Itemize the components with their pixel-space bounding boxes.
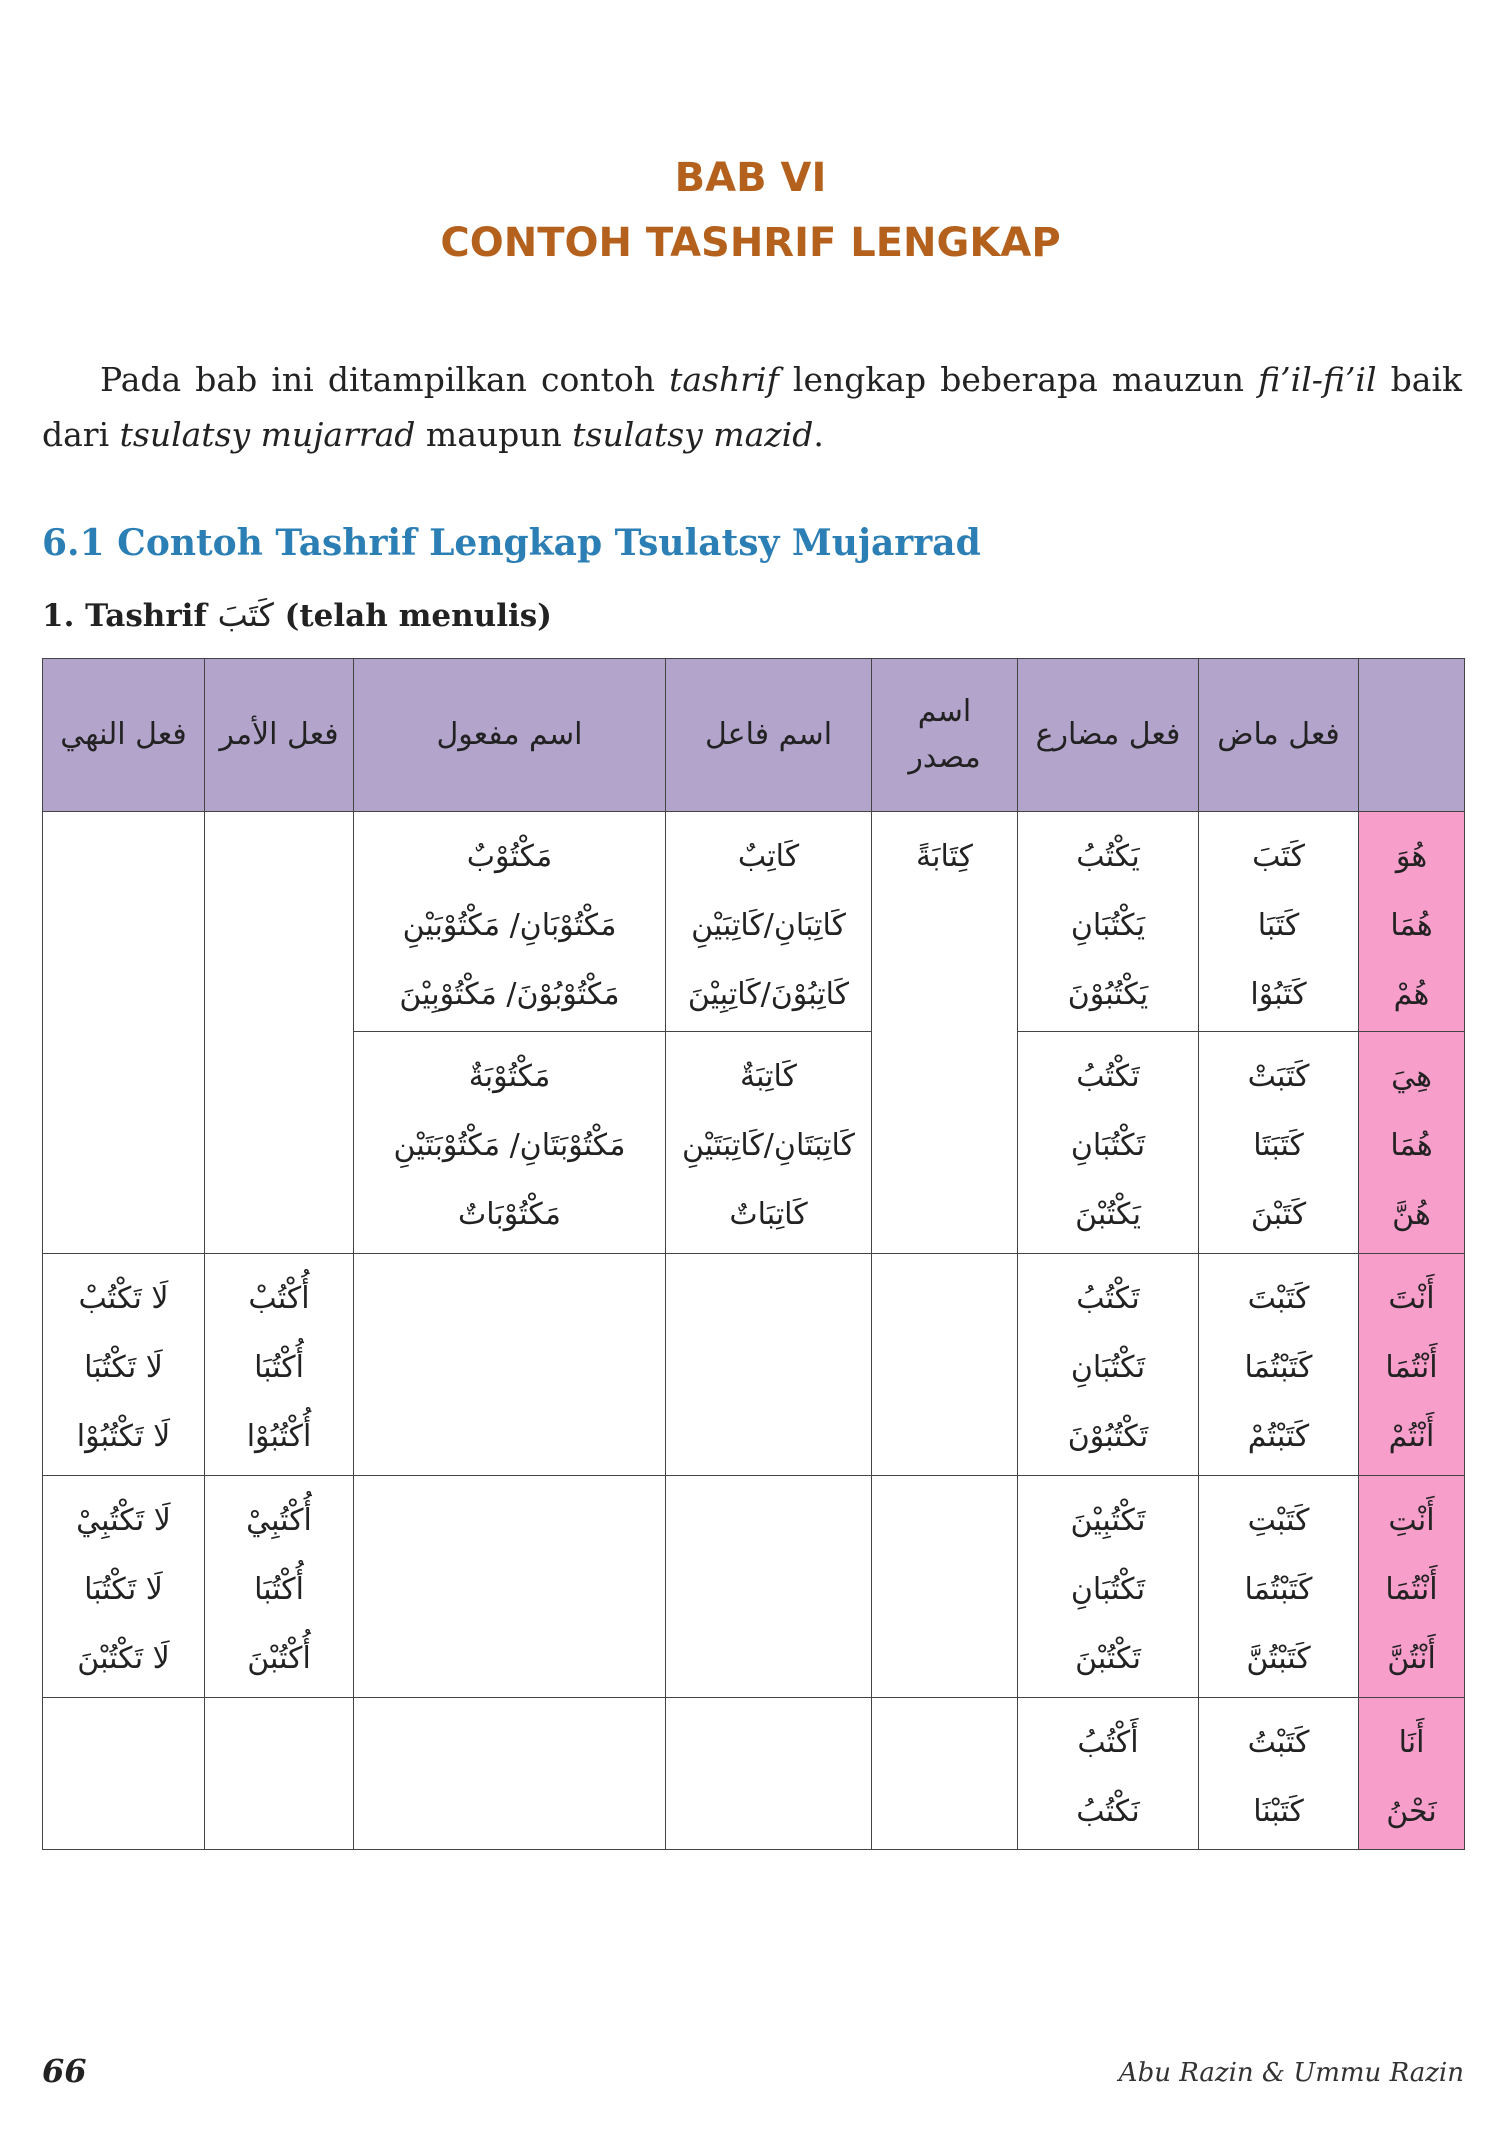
maful-cell xyxy=(354,1698,666,1850)
mudhari-form: يَكْتُبُوْنَ xyxy=(1067,977,1149,1012)
maful-form: مَكْتُوْبَاتٌ xyxy=(458,1197,561,1232)
chapter-title: CONTOH TASHRIF LENGKAP xyxy=(440,220,1061,266)
maful-cell xyxy=(354,812,666,1032)
amr-form: أُكْتُبْنَ xyxy=(247,1641,311,1676)
madhi-form: كَتَبْتُنَّ xyxy=(1246,1641,1311,1676)
madhi-form: كَتَبْتِ xyxy=(1247,1503,1310,1538)
pronoun: أَنْتَ xyxy=(1388,1281,1435,1316)
pronoun: نَحْنُ xyxy=(1386,1794,1437,1829)
subsection-arabic-verb: كَتَبَ xyxy=(217,596,274,634)
fail-cell xyxy=(666,1476,872,1698)
mudhari-form: تَكْتُبُوْنَ xyxy=(1067,1419,1149,1454)
nahy-form: لَا تَكْتُبَا xyxy=(84,1350,163,1385)
fail-form: كَاتِبُوْنَ/كَاتِبِيْنَ xyxy=(687,977,850,1012)
mashdar-cell xyxy=(872,812,1018,1254)
pronoun: هُمَا xyxy=(1390,908,1433,943)
pronoun: أَنْتِ xyxy=(1388,1503,1435,1538)
nahy-form: لَا تَكْتُبْنَ xyxy=(77,1641,170,1676)
mudhari-cell xyxy=(1018,1032,1199,1254)
page-number: 66 xyxy=(42,2052,87,2090)
header-fiil-mudhari: فعل مضارع xyxy=(1018,659,1199,812)
madhi-cell xyxy=(1199,812,1359,1032)
pronoun: أَنْتُمَا xyxy=(1385,1350,1438,1385)
madhi-cell xyxy=(1199,1476,1359,1698)
subsection-suffix: (telah menulis) xyxy=(273,598,552,634)
fail-form: كَاتِبَانِ/كَاتِبَيْنِ xyxy=(691,908,846,943)
pronoun-cell xyxy=(1359,1032,1465,1254)
table-row xyxy=(43,1254,1465,1476)
madhi-form: كَتَبْنَ xyxy=(1250,1197,1307,1232)
table-row xyxy=(43,1698,1465,1850)
pronoun-cell xyxy=(1359,1254,1465,1476)
mudhari-cell xyxy=(1018,1254,1199,1476)
intro-text-3: baik dari xyxy=(42,360,1463,454)
table-header-row xyxy=(43,659,1465,812)
pronoun: أَنْتُمْ xyxy=(1388,1419,1435,1454)
fail-form: كَاتِبَاتٌ xyxy=(729,1197,808,1232)
nahy-cell xyxy=(43,1698,205,1850)
amr-form: أُكْتُبِيْ xyxy=(246,1503,312,1538)
amr-form: أُكْتُبْ xyxy=(248,1281,310,1316)
header-fiil-amr: فعل الأمر xyxy=(205,659,354,812)
madhi-form: كَتَبَتَا xyxy=(1253,1128,1304,1163)
madhi-form: كَتَبَتْ xyxy=(1247,1059,1310,1094)
pronoun: أَنْتُنَّ xyxy=(1387,1641,1436,1676)
header-fiil-madhi: فعل ماض xyxy=(1199,659,1359,812)
mudhari-form: أَكْتُبُ xyxy=(1077,1725,1139,1760)
maful-cell xyxy=(354,1032,666,1254)
nahy-form: لَا تَكْتُبْ xyxy=(78,1281,169,1316)
nahy-cell xyxy=(43,1476,205,1698)
table-row xyxy=(43,1476,1465,1698)
intro-paragraph xyxy=(42,352,1462,462)
mudhari-form: تَكْتُبْنَ xyxy=(1075,1641,1141,1676)
maful-form: مَكْتُوْبَتَانِ/ مَكْتُوْبَتَيْنِ xyxy=(393,1128,626,1163)
fail-cell xyxy=(666,1698,872,1850)
maful-cell xyxy=(354,1476,666,1698)
intro-term-fiil: fi’il-fi’il xyxy=(1258,360,1377,399)
madhi-form: كَتَبُوْا xyxy=(1250,977,1307,1012)
intro-term-mujarrad: tsulatsy mujarrad xyxy=(119,415,416,454)
subsection-title xyxy=(42,596,552,634)
header-ism-mashdar: اسم مصدر xyxy=(872,659,1018,812)
madhi-form: كَتَبَا xyxy=(1257,908,1300,943)
pronoun-cell xyxy=(1359,1698,1465,1850)
header-ism-fail: اسم فاعل xyxy=(666,659,872,812)
madhi-cell xyxy=(1199,1698,1359,1850)
pronoun: هِيَ xyxy=(1391,1059,1432,1094)
mudhari-form: تَكْتُبُ xyxy=(1076,1281,1140,1316)
maful-form: مَكْتُوْبٌ xyxy=(466,839,553,874)
tashrif-table xyxy=(42,658,1465,1850)
madhi-form: كَتَبْتُ xyxy=(1247,1725,1310,1760)
nahy-form: لَا تَكْتُبِيْ xyxy=(76,1503,171,1538)
mudhari-form: تَكْتُبَانِ xyxy=(1070,1350,1146,1385)
header-pronoun xyxy=(1359,659,1465,812)
pronoun: هُمَا xyxy=(1390,1128,1433,1163)
pronoun: أَنَا xyxy=(1398,1725,1425,1760)
nahy-cell xyxy=(43,812,205,1254)
madhi-form: كَتَبْنَا xyxy=(1253,1794,1304,1829)
amr-cell xyxy=(205,1698,354,1850)
table-row xyxy=(43,812,1465,1032)
amr-cell xyxy=(205,1476,354,1698)
pronoun: أَنْتُمَا xyxy=(1385,1572,1438,1607)
madhi-form: كَتَبْتَ xyxy=(1247,1281,1310,1316)
fail-form: كَاتِبٌ xyxy=(737,839,800,874)
footer-author: Abu Razin & Ummu Razin xyxy=(1118,2058,1464,2088)
intro-text-1: Pada bab ini ditampilkan contoh xyxy=(100,360,670,399)
mashdar-cell xyxy=(872,1476,1018,1698)
mudhari-form: يَكْتُبَانِ xyxy=(1070,908,1146,943)
amr-cell xyxy=(205,812,354,1254)
mudhari-form: تَكْتُبَانِ xyxy=(1070,1572,1146,1607)
chapter-number: BAB VI xyxy=(674,155,827,201)
fail-form: كَاتِبَتَانِ/كَاتِبَتَيْنِ xyxy=(682,1128,855,1163)
mudhari-form: نَكْتُبُ xyxy=(1076,1794,1140,1829)
intro-text-4: maupun xyxy=(415,415,573,454)
madhi-form: كَتَبْتُمْ xyxy=(1247,1419,1310,1454)
intro-term-tashrif: tashrif xyxy=(669,360,779,399)
fail-cell xyxy=(666,812,872,1032)
pronoun-cell xyxy=(1359,1476,1465,1698)
header-ism-maful: اسم مفعول xyxy=(354,659,666,812)
fail-form: كَاتِبَةٌ xyxy=(740,1059,797,1094)
mudhari-cell xyxy=(1018,1476,1199,1698)
intro-term-mazid: tsulatsy mazid xyxy=(572,415,814,454)
nahy-form: لَا تَكْتُبُوْا xyxy=(76,1419,171,1454)
mashdar-form: كِتَابَةً xyxy=(916,839,973,874)
header-fiil-nahy: فعل النهي xyxy=(43,659,205,812)
mudhari-form: تَكْتُبُ xyxy=(1076,1059,1140,1094)
amr-form: أُكْتُبَا xyxy=(254,1572,304,1607)
fail-cell xyxy=(666,1254,872,1476)
mashdar-cell xyxy=(872,1254,1018,1476)
fail-cell xyxy=(666,1032,872,1254)
madhi-cell xyxy=(1199,1254,1359,1476)
maful-cell xyxy=(354,1254,666,1476)
mudhari-form: يَكْتُبْنَ xyxy=(1075,1197,1141,1232)
amr-form: أُكْتُبَا xyxy=(254,1350,304,1385)
mudhari-form: تَكْتُبِيْنَ xyxy=(1070,1503,1146,1538)
mudhari-cell xyxy=(1018,1698,1199,1850)
madhi-form: كَتَبْتُمَا xyxy=(1244,1572,1313,1607)
pronoun: هُنَّ xyxy=(1392,1197,1431,1232)
mashdar-cell xyxy=(872,1698,1018,1850)
maful-form: مَكْتُوْبُوْنَ/ مَكْتُوْبِيْنَ xyxy=(399,977,620,1012)
nahy-cell xyxy=(43,1254,205,1476)
madhi-cell xyxy=(1199,1032,1359,1254)
mudhari-cell xyxy=(1018,812,1199,1032)
maful-form: مَكْتُوْبَانِ/ مَكْتُوْبَيْنِ xyxy=(402,908,617,943)
nahy-form: لَا تَكْتُبَا xyxy=(84,1572,163,1607)
intro-text-5: . xyxy=(813,415,824,454)
maful-form: مَكْتُوْبَةٌ xyxy=(468,1059,551,1094)
mudhari-form: تَكْتُبَانِ xyxy=(1070,1128,1146,1163)
madhi-form: كَتَبْتُمَا xyxy=(1244,1350,1313,1385)
amr-cell xyxy=(205,1254,354,1476)
intro-text-2: lengkap beberapa mauzun xyxy=(778,360,1259,399)
section-title: 6.1 Contoh Tashrif Lengkap Tsulatsy Mujarrad xyxy=(42,522,981,564)
pronoun: هُوَ xyxy=(1395,839,1428,874)
pronoun: هُمْ xyxy=(1393,977,1430,1012)
subsection-prefix: 1. Tashrif xyxy=(42,598,218,634)
amr-form: أُكْتُبُوْا xyxy=(246,1419,312,1454)
madhi-form: كَتَبَ xyxy=(1252,839,1305,874)
mudhari-form: يَكْتُبُ xyxy=(1076,839,1140,874)
pronoun-cell xyxy=(1359,812,1465,1032)
